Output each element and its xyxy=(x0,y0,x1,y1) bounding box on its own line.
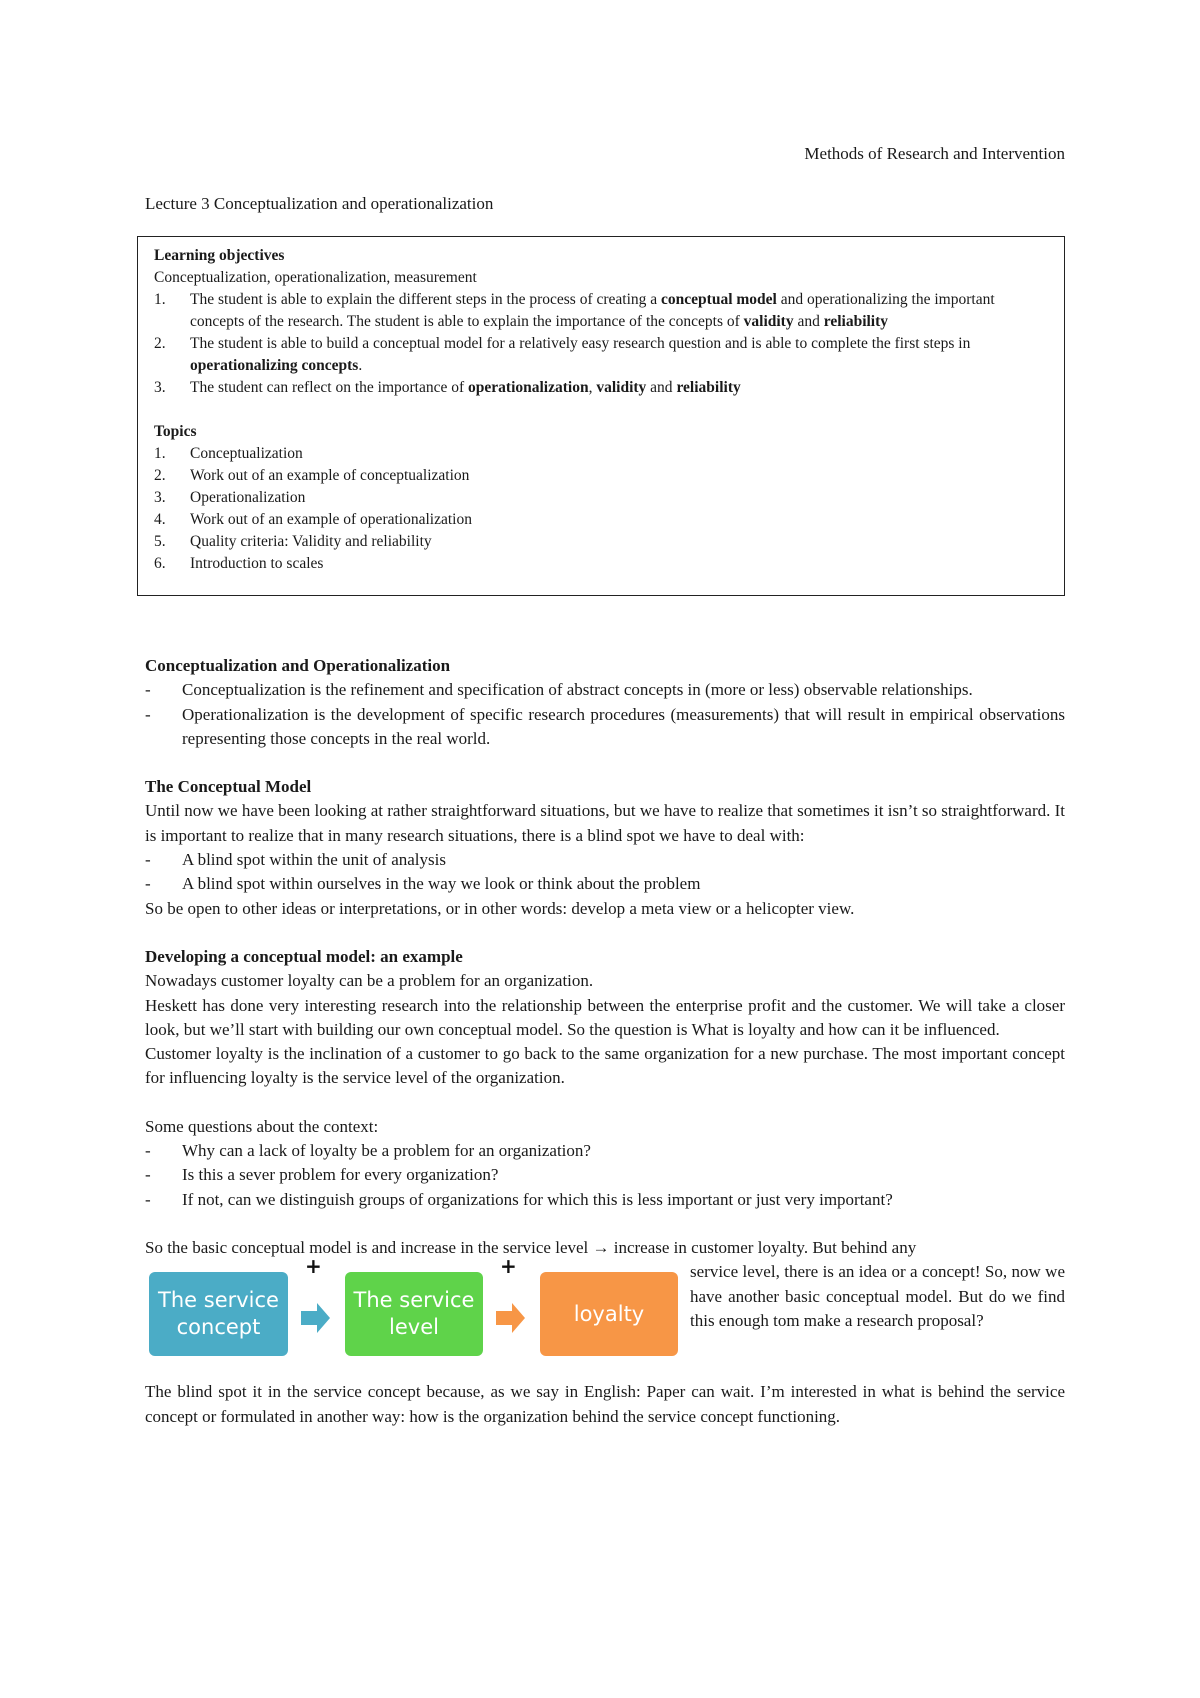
plus-sign-1: + xyxy=(305,1254,322,1279)
question-text: If not, can we distinguish groups of organizations for which this is less important or just very important? xyxy=(182,1189,893,1209)
paragraph-heskett: Heskett has done very interesting research into the relationship between the enterprise profit and the customer. We will take a closer look, but we’ll start with building our own conceptual model. So the question is What is loyalty and how can it be influenced. xyxy=(145,995,1065,1039)
lecture-title: Lecture 3 Conceptualization and operationalization xyxy=(145,194,494,213)
topic-text: Conceptualization xyxy=(190,445,303,462)
text-fragment: . xyxy=(358,357,363,374)
dash-bullet: - xyxy=(145,704,151,724)
topic-number: 4. xyxy=(154,511,166,528)
learning-objectives-subheading: Conceptualization, operationalization, measurement xyxy=(154,269,477,286)
conceptualization-list xyxy=(145,678,1065,751)
topic-item xyxy=(154,509,1050,531)
topic-item xyxy=(154,443,1050,465)
dash-bullet: - xyxy=(145,1189,151,1209)
question-text: Is this a sever problem for every organization? xyxy=(182,1165,499,1185)
paragraph-loyalty-problem: Nowadays customer loyalty can be a problem for an organization. xyxy=(145,971,594,991)
dash-bullet: - xyxy=(145,850,151,870)
section-title-conceptualization: Conceptualization and Operationalization xyxy=(145,656,451,675)
text-fragment: and xyxy=(646,379,677,396)
section-title-developing-model: Developing a conceptual model: an example xyxy=(145,946,463,966)
section-title-conceptual-model: The Conceptual Model xyxy=(145,777,312,797)
context-questions-list xyxy=(145,1139,1065,1212)
objective-item xyxy=(154,377,1050,399)
arrow-right-icon xyxy=(301,1302,331,1334)
topic-text: Work out of an example of operationalization xyxy=(190,511,472,528)
bold-term: reliability xyxy=(676,379,741,396)
definition-item xyxy=(145,703,1065,752)
learning-objectives-heading: Learning objectives xyxy=(154,247,285,264)
blind-spot-item xyxy=(145,848,1065,872)
blind-spot-item xyxy=(145,872,1065,896)
plus-sign-2: + xyxy=(500,1254,517,1279)
dash-bullet: - xyxy=(145,874,151,894)
dash-bullet: - xyxy=(145,680,151,700)
definition-text: Conceptualization is the refinement and specification of abstract concepts in (more or less) observable relationships. xyxy=(182,680,973,700)
objective-text xyxy=(190,377,1050,399)
definition-item xyxy=(145,678,1065,702)
dash-bullet: - xyxy=(145,1165,151,1185)
topic-number: 3. xyxy=(154,489,166,506)
closing-paragraph: The blind spot it in the service concept because, as we say in English: Paper can wait. I’m interested in what is behind the service concept or formulated in another way: how is the organization behind the service concept functioning. xyxy=(145,1382,1065,1426)
topic-number: 1. xyxy=(154,445,166,462)
question-item xyxy=(145,1163,1065,1187)
topics-list xyxy=(154,443,1050,575)
blind-spot-text: A blind spot within ourselves in the way we look or think about the problem xyxy=(182,874,701,894)
dash-bullet: - xyxy=(145,1141,151,1161)
topic-item xyxy=(154,553,1050,575)
objective-item xyxy=(154,333,1050,377)
diagram-row xyxy=(145,1254,1065,1356)
bold-term: validity xyxy=(743,313,794,330)
question-text: Why can a lack of loyalty be a problem for an organization? xyxy=(182,1141,591,1161)
arrow-right-icon xyxy=(496,1302,526,1334)
question-item xyxy=(145,1188,1065,1212)
blind-spot-list xyxy=(145,848,1065,897)
objective-number: 1. xyxy=(154,291,166,308)
bold-term: conceptual model xyxy=(661,291,777,308)
text-fragment: The student is able to build a conceptual model for a relatively easy research question and is able to complete the first steps in xyxy=(190,335,971,352)
question-item xyxy=(145,1139,1065,1163)
text-fragment: and xyxy=(793,313,824,330)
service-level-box: The service level xyxy=(345,1272,483,1356)
topic-item xyxy=(154,531,1050,553)
objectives-list xyxy=(154,289,1050,399)
model-line: So the basic conceptual model is and increase in the service level → increase in customer loyalty. But behind any xyxy=(145,1237,917,1257)
topic-item xyxy=(154,487,1050,509)
objective-item xyxy=(154,289,1050,333)
text-fragment: and operationalizing the important concepts of the research. The student is able to explain the importance of the concepts of xyxy=(190,291,995,330)
loyalty-box: loyalty xyxy=(540,1272,678,1356)
topic-text: Work out of an example of conceptualization xyxy=(190,467,470,484)
text-fragment: The student can reflect on the importance of xyxy=(190,379,469,396)
learning-objectives-box xyxy=(137,236,1065,596)
topic-text: Quality criteria: Validity and reliability xyxy=(190,533,432,550)
topics-heading: Topics xyxy=(154,423,197,440)
topic-text: Introduction to scales xyxy=(190,555,324,572)
topic-item xyxy=(154,465,1050,487)
bold-term: operationalization xyxy=(468,379,589,396)
course-header: Methods of Research and Intervention xyxy=(804,144,1065,163)
model-side-text: service level, there is an idea or a concept! So, now we have another basic conceptual model. But do we find this enough tom make a research proposal? xyxy=(690,1262,1065,1330)
conceptual-model-diagram xyxy=(145,1254,690,1356)
text-fragment: The student is able to explain the different steps in the process of creating a xyxy=(190,291,662,308)
objective-text xyxy=(190,289,1050,333)
objective-number: 3. xyxy=(154,379,166,396)
topic-number: 6. xyxy=(154,555,166,572)
main-content xyxy=(145,654,1065,1429)
conceptual-model-intro: Until now we have been looking at rather straightforward situations, but we have to realize that sometimes it isn’t so straightforward. It is important to realize that in many research situations, there is a blind spot we have to deal with: xyxy=(145,801,1065,845)
objective-text xyxy=(190,333,1050,377)
questions-intro: Some questions about the context: xyxy=(145,1116,379,1136)
paragraph-loyalty-definition: Customer loyalty is the inclination of a customer to go back to the same organization for a new purchase. The most important concept for influencing loyalty is the service level of the organization. xyxy=(145,1044,1065,1088)
conceptual-model-outro: So be open to other ideas or interpretations, or in other words: develop a meta view or a helicopter view. xyxy=(145,898,855,918)
objective-number: 2. xyxy=(154,335,166,352)
bold-term: operationalizing concepts xyxy=(190,357,359,374)
blind-spot-text: A blind spot within the unit of analysis xyxy=(182,850,446,870)
text-fragment: , xyxy=(588,379,597,396)
topic-number: 5. xyxy=(154,533,166,550)
bold-term: reliability xyxy=(823,313,889,330)
bold-term: validity xyxy=(596,379,647,396)
definition-text: Operationalization is the development of specific research procedures (measurements) that will result in empirical observations representing those concepts in the real world. xyxy=(182,704,1065,748)
topic-number: 2. xyxy=(154,467,166,484)
topic-text: Operationalization xyxy=(190,489,306,506)
service-concept-box: The service concept xyxy=(149,1272,288,1356)
